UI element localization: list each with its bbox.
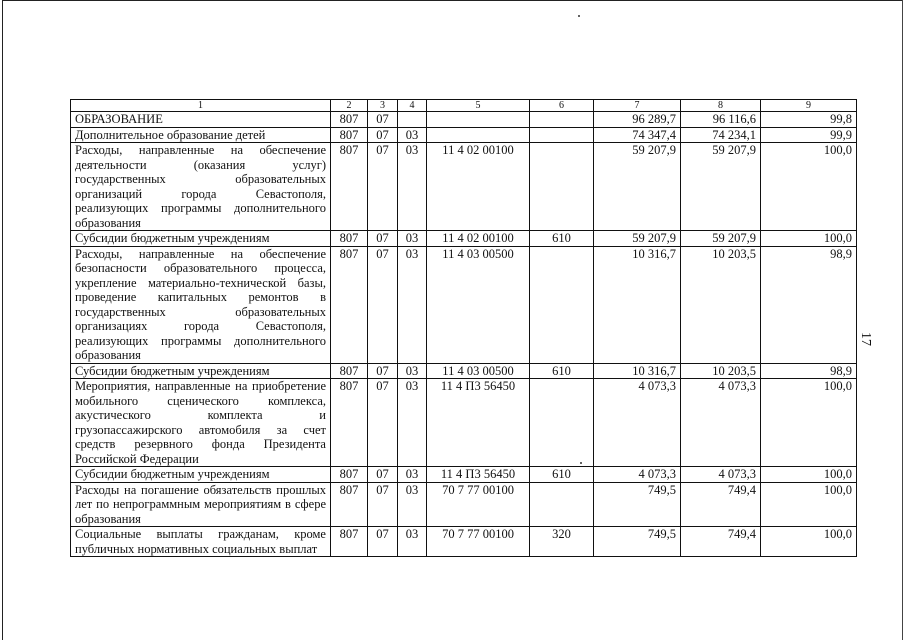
page-top-border xyxy=(2,0,903,1)
cell-section: 07 xyxy=(368,482,398,527)
cell-planned: 10 316,7 xyxy=(594,246,681,363)
scan-speck xyxy=(578,15,580,17)
row-name: Мероприятия, направленные на приобретение мобильного сценического комплекса, акустического комплекта и грузопассажирского автомобиля за счет средств резервного фонда Президента Российской Федерации xyxy=(71,379,331,467)
cell-planned: 96 289,7 xyxy=(594,112,681,128)
cell-target-article: 70 7 77 00100 xyxy=(427,527,530,557)
cell-section: 07 xyxy=(368,363,398,379)
cell-percent: 99,8 xyxy=(761,112,857,128)
cell-executed: 749,4 xyxy=(681,482,761,527)
cell-expense-type xyxy=(530,482,594,527)
cell-expense-type xyxy=(530,379,594,467)
page-right-border xyxy=(902,0,903,640)
cell-expense-type: 610 xyxy=(530,467,594,483)
cell-target-article: 11 4 П3 56450 xyxy=(427,467,530,483)
cell-planned: 10 316,7 xyxy=(594,363,681,379)
cell-percent: 100,0 xyxy=(761,379,857,467)
cell-section: 07 xyxy=(368,143,398,231)
cell-ministry: 807 xyxy=(331,482,368,527)
cell-section: 07 xyxy=(368,127,398,143)
cell-executed: 59 207,9 xyxy=(681,143,761,231)
cell-section: 07 xyxy=(368,467,398,483)
cell-target-article: 11 4 П3 56450 xyxy=(427,379,530,467)
cell-expense-type: 320 xyxy=(530,527,594,557)
cell-section: 07 xyxy=(368,112,398,128)
cell-subsection xyxy=(398,112,427,128)
cell-target-article: 11 4 02 00100 xyxy=(427,231,530,247)
cell-target-article: 11 4 02 00100 xyxy=(427,143,530,231)
column-number-8: 8 xyxy=(681,100,761,112)
column-number-4: 4 xyxy=(398,100,427,112)
cell-planned: 749,5 xyxy=(594,527,681,557)
column-number-5: 5 xyxy=(427,100,530,112)
cell-percent: 100,0 xyxy=(761,231,857,247)
column-number-7: 7 xyxy=(594,100,681,112)
cell-expense-type: 610 xyxy=(530,231,594,247)
budget-table xyxy=(70,99,857,557)
page-number: 17 xyxy=(858,332,873,346)
cell-expense-type xyxy=(530,246,594,363)
cell-subsection: 03 xyxy=(398,379,427,467)
cell-subsection: 03 xyxy=(398,363,427,379)
cell-percent: 100,0 xyxy=(761,527,857,557)
cell-executed: 4 073,3 xyxy=(681,379,761,467)
cell-executed: 749,4 xyxy=(681,527,761,557)
cell-expense-type xyxy=(530,127,594,143)
cell-executed: 59 207,9 xyxy=(681,231,761,247)
table-row xyxy=(71,246,857,363)
cell-subsection: 03 xyxy=(398,127,427,143)
table-row xyxy=(71,127,857,143)
cell-ministry: 807 xyxy=(331,112,368,128)
cell-target-article: 11 4 03 00500 xyxy=(427,363,530,379)
row-name: ОБРАЗОВАНИЕ xyxy=(71,112,331,128)
cell-executed: 74 234,1 xyxy=(681,127,761,143)
cell-target-article xyxy=(427,127,530,143)
cell-expense-type xyxy=(530,143,594,231)
cell-percent: 100,0 xyxy=(761,467,857,483)
cell-ministry: 807 xyxy=(331,379,368,467)
cell-ministry: 807 xyxy=(331,363,368,379)
cell-ministry: 807 xyxy=(331,143,368,231)
cell-planned: 749,5 xyxy=(594,482,681,527)
cell-planned: 74 347,4 xyxy=(594,127,681,143)
cell-ministry: 807 xyxy=(331,246,368,363)
table-row xyxy=(71,379,857,467)
row-name: Расходы, направленные на обеспечение деятельности (оказания услуг) государственных образовательных организаций города Севастополя, реализующих программы дополнительного образования xyxy=(71,143,331,231)
cell-ministry: 807 xyxy=(331,527,368,557)
cell-section: 07 xyxy=(368,231,398,247)
cell-percent: 100,0 xyxy=(761,482,857,527)
table-row xyxy=(71,363,857,379)
column-number-1: 1 xyxy=(71,100,331,112)
cell-percent: 98,9 xyxy=(761,246,857,363)
column-number-6: 6 xyxy=(530,100,594,112)
cell-subsection: 03 xyxy=(398,231,427,247)
cell-ministry: 807 xyxy=(331,231,368,247)
row-name: Расходы, направленные на обеспечение безопасности образовательного процесса, укрепление материально-технической базы, проведение капитальных ремонтов в государственных образовательных организациях города Севастополя, реализующих программы дополнительного образования xyxy=(71,246,331,363)
cell-subsection: 03 xyxy=(398,246,427,363)
cell-planned: 59 207,9 xyxy=(594,231,681,247)
cell-section: 07 xyxy=(368,379,398,467)
column-number-9: 9 xyxy=(761,100,857,112)
row-name: Социальные выплаты гражданам, кроме публичных нормативных социальных выплат xyxy=(71,527,331,557)
table-row xyxy=(71,143,857,231)
column-number-2: 2 xyxy=(331,100,368,112)
row-name: Субсидии бюджетным учреждениям xyxy=(71,231,331,247)
cell-subsection: 03 xyxy=(398,482,427,527)
table-row xyxy=(71,467,857,483)
page-left-border xyxy=(2,0,3,640)
cell-percent: 99,9 xyxy=(761,127,857,143)
cell-ministry: 807 xyxy=(331,467,368,483)
cell-subsection: 03 xyxy=(398,467,427,483)
cell-executed: 96 116,6 xyxy=(681,112,761,128)
cell-planned: 59 207,9 xyxy=(594,143,681,231)
cell-target-article xyxy=(427,112,530,128)
table-row xyxy=(71,527,857,557)
cell-target-article: 11 4 03 00500 xyxy=(427,246,530,363)
row-name: Субсидии бюджетным учреждениям xyxy=(71,467,331,483)
cell-expense-type xyxy=(530,112,594,128)
table-row xyxy=(71,112,857,128)
table-row xyxy=(71,482,857,527)
cell-percent: 100,0 xyxy=(761,143,857,231)
column-number-row xyxy=(71,100,857,112)
row-name: Расходы на погашение обязательств прошлых лет по непрограммным мероприятиям в сфере образования xyxy=(71,482,331,527)
cell-subsection: 03 xyxy=(398,143,427,231)
cell-planned: 4 073,3 xyxy=(594,379,681,467)
cell-target-article: 70 7 77 00100 xyxy=(427,482,530,527)
cell-subsection: 03 xyxy=(398,527,427,557)
cell-executed: 10 203,5 xyxy=(681,363,761,379)
cell-executed: 4 073,3 xyxy=(681,467,761,483)
cell-section: 07 xyxy=(368,246,398,363)
cell-ministry: 807 xyxy=(331,127,368,143)
cell-percent: 98,9 xyxy=(761,363,857,379)
row-name: Субсидии бюджетным учреждениям xyxy=(71,363,331,379)
cell-planned: 4 073,3 xyxy=(594,467,681,483)
cell-executed: 10 203,5 xyxy=(681,246,761,363)
column-number-3: 3 xyxy=(368,100,398,112)
table-row xyxy=(71,231,857,247)
cell-expense-type: 610 xyxy=(530,363,594,379)
row-name: Дополнительное образование детей xyxy=(71,127,331,143)
cell-section: 07 xyxy=(368,527,398,557)
